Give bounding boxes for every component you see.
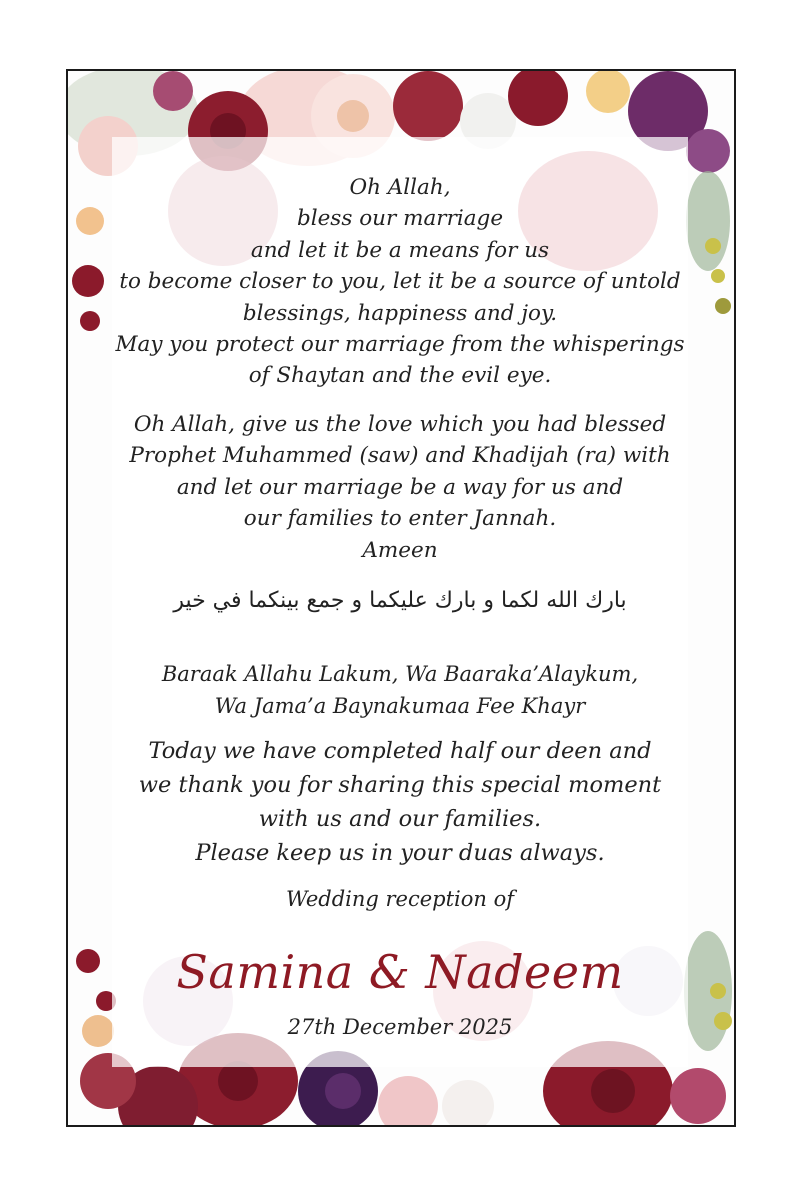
prayer-line: and let it be a means for us <box>250 237 550 263</box>
love-line: and let our marriage be a way for us and <box>176 474 624 500</box>
ameen-line: Ameen <box>362 537 438 563</box>
arabic-dua: بارك الله لكما و بارك عليكما و جمع بينكما في خير <box>173 588 627 613</box>
thanks-line: with us and our families. <box>258 806 542 832</box>
prayer-line: to become closer to you, let it be a source of untold <box>119 269 681 295</box>
prayer-line: bless our marriage <box>296 206 504 232</box>
thanks-line: we thank you for sharing this special moment <box>138 772 662 798</box>
transliteration <box>0 659 800 722</box>
love-line: Oh Allah, give us the love which you had blessed <box>133 412 667 437</box>
couple-names: Samina & Nadeem <box>176 945 624 999</box>
prayer-line: blessings, happiness and joy. <box>242 300 558 326</box>
love-line: our families to enter Jannah. <box>243 506 557 532</box>
prayer-paragraph <box>0 172 800 392</box>
prayer-line: of Shaytan and the evil eye. <box>248 363 552 389</box>
prayer-line: Oh Allah, <box>349 175 451 200</box>
event-date: 27th December 2025 <box>287 1015 513 1039</box>
love-paragraph <box>0 409 800 566</box>
thanks-paragraph <box>0 734 800 870</box>
thanks-line: Please keep us in your duas always. <box>195 840 605 866</box>
love-line: Prophet Muhammed (saw) and Khadijah (ra) with <box>129 443 671 469</box>
reception-label: Wedding reception of <box>285 887 515 911</box>
transliteration-line: Wa Jama’a Baynakumaa Fee Khayr <box>214 693 586 718</box>
transliteration-line: Baraak Allahu Lakum, Wa Baaraka’Alaykum, <box>161 662 639 686</box>
thanks-line: Today we have completed half our deen and <box>148 738 652 764</box>
prayer-line: May you protect our marriage from the whisperings <box>115 332 685 358</box>
